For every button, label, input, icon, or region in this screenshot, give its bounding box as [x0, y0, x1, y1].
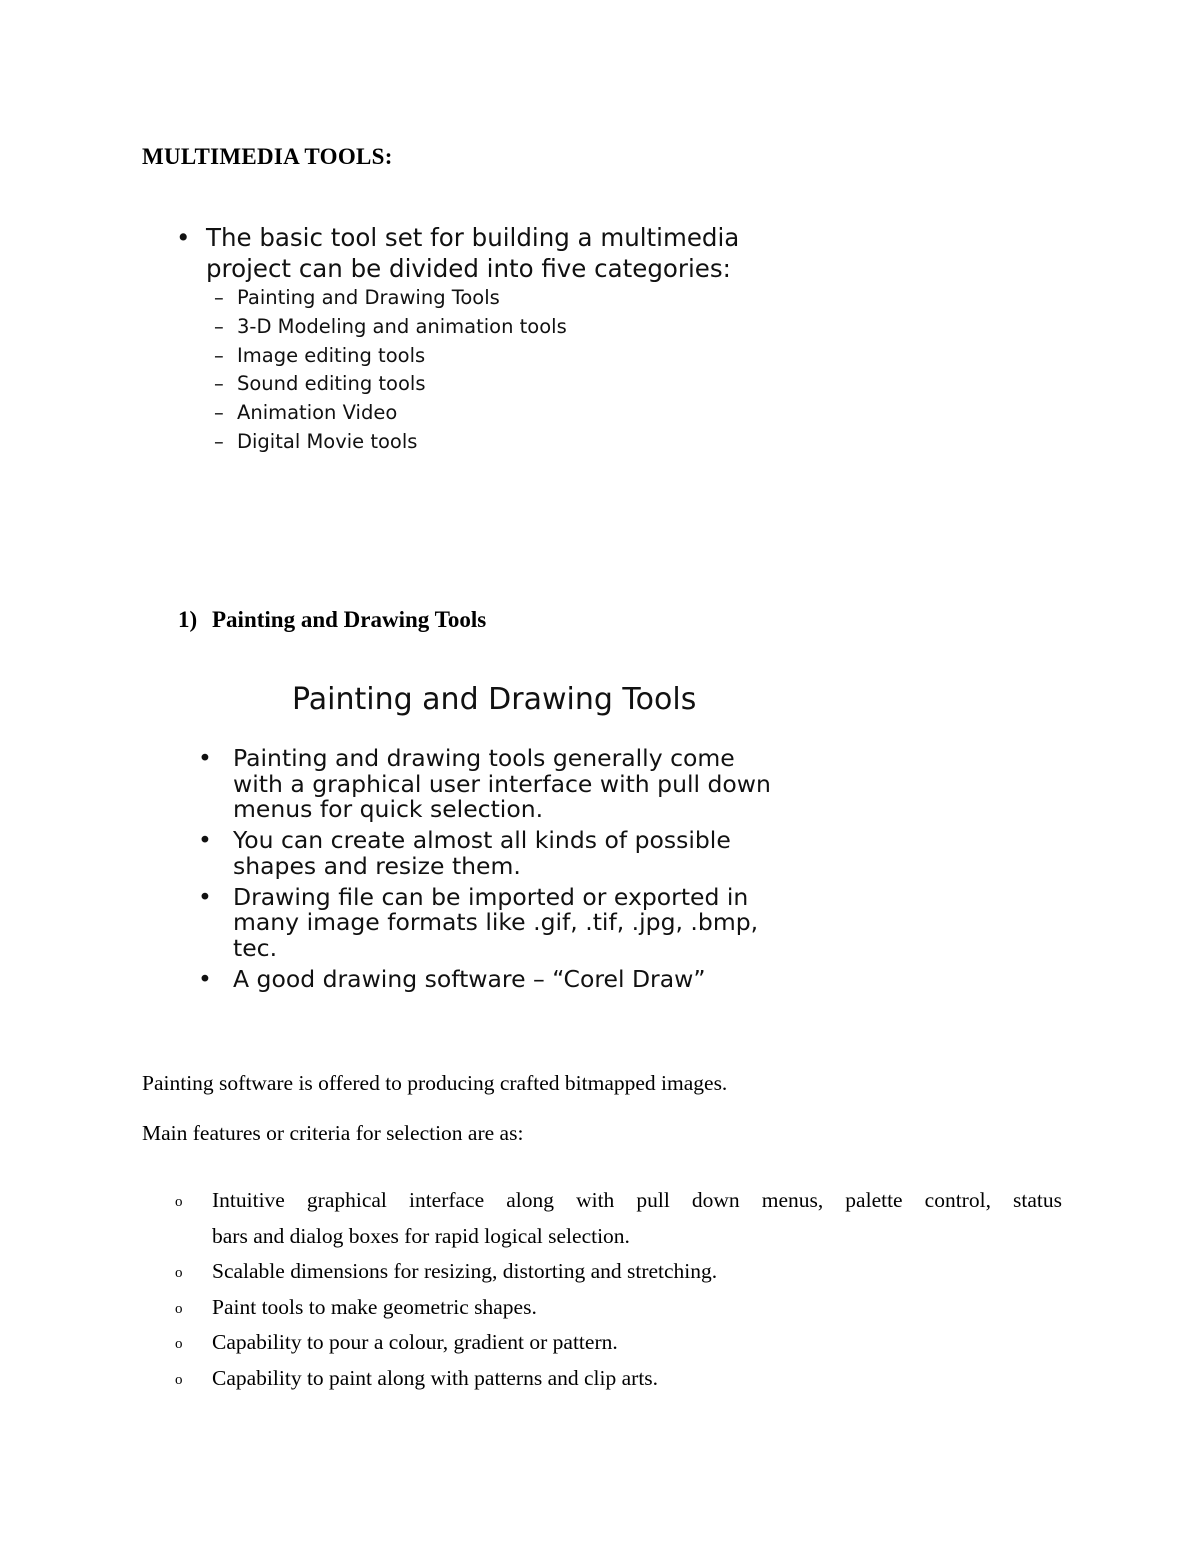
- category-label: Painting and Drawing Tools: [237, 286, 500, 309]
- slide-bullet: [190, 828, 1010, 879]
- bullet-line: tec.: [233, 933, 278, 962]
- bullet-line: Painting and drawing tools generally come: [233, 744, 735, 772]
- category-label: Animation Video: [237, 401, 398, 425]
- feature-line: Capability to paint along with patterns and clip arts.: [212, 1365, 659, 1390]
- category-label: Sound editing tools: [237, 372, 426, 396]
- slide-bullet: [190, 882, 1010, 962]
- categories-slide: [170, 222, 930, 457]
- slide-bullet: [190, 964, 1010, 993]
- feature-item: [172, 1290, 1062, 1326]
- section-number: 1): [178, 607, 198, 632]
- bullet-line: shapes and resize them.: [233, 851, 521, 880]
- bullet-marker: •: [198, 826, 212, 854]
- list-marker: o: [175, 1194, 183, 1210]
- bullet-line: with a graphical user interface with pull down: [233, 769, 771, 798]
- bullet-marker: •: [198, 882, 212, 911]
- slide-heading: Painting and Drawing Tools: [292, 682, 697, 717]
- bullet-line: A good drawing software – “Corel Draw”: [233, 964, 706, 993]
- dash-marker: –: [214, 401, 224, 425]
- intro-bullet: [170, 222, 930, 284]
- page-title: MULTIMEDIA TOOLS:: [142, 144, 393, 169]
- list-marker: o: [175, 1371, 183, 1388]
- feature-item: [172, 1325, 1062, 1361]
- body-paragraph: Main features or criteria for selection are as:: [142, 1121, 524, 1145]
- category-item: [214, 313, 930, 342]
- feature-line: bars and dialog boxes for rapid logical selection.: [212, 1223, 630, 1248]
- dash-marker: –: [214, 343, 224, 367]
- category-item: [214, 428, 930, 457]
- category-item: [214, 342, 930, 371]
- category-item: [214, 370, 930, 399]
- dash-marker: –: [214, 314, 224, 338]
- list-marker: o: [175, 1265, 183, 1281]
- list-marker: o: [175, 1336, 183, 1352]
- list-marker: o: [175, 1300, 183, 1317]
- bullet-marker: •: [198, 744, 212, 772]
- feature-line: Intuitive graphical interface along with pull down menus, palette control, status: [212, 1188, 1062, 1212]
- slide-bullet: [190, 746, 1010, 823]
- intro-line: The basic tool set for building a multimedia: [206, 223, 740, 252]
- bullet-line: Drawing file can be imported or exported in: [233, 882, 749, 911]
- category-label: 3-D Modeling and animation tools: [237, 314, 567, 338]
- category-label: Image editing tools: [237, 343, 426, 367]
- bullet-line: menus for quick selection.: [233, 795, 544, 823]
- bullet-marker: •: [176, 223, 191, 252]
- feature-list: [172, 1183, 1062, 1396]
- feature-item: [172, 1183, 1062, 1254]
- category-item: [214, 284, 930, 313]
- dash-marker: –: [214, 286, 224, 309]
- category-label: Digital Movie tools: [237, 429, 418, 453]
- feature-item: [172, 1361, 1062, 1397]
- section-heading: [178, 607, 486, 633]
- category-item: [214, 399, 930, 428]
- feature-line: Scalable dimensions for resizing, distorting and stretching.: [212, 1259, 718, 1283]
- dash-marker: –: [214, 429, 224, 453]
- bullet-line: You can create almost all kinds of possible: [233, 826, 731, 854]
- feature-item: [172, 1254, 1062, 1290]
- bullet-line: many image formats like .gif, .tif, .jpg, .bmp,: [233, 908, 759, 936]
- feature-line: Capability to pour a colour, gradient or pattern.: [212, 1330, 618, 1354]
- category-list: [214, 284, 930, 457]
- painting-tools-slide: [190, 678, 1010, 998]
- intro-line: project can be divided into five categories:: [206, 254, 731, 283]
- body-paragraph: Painting software is offered to producing crafted bitmapped images.: [142, 1071, 728, 1095]
- feature-line: Paint tools to make geometric shapes.: [212, 1294, 537, 1319]
- section-title: Painting and Drawing Tools: [212, 607, 487, 632]
- bullet-marker: •: [198, 964, 212, 993]
- dash-marker: –: [214, 372, 224, 396]
